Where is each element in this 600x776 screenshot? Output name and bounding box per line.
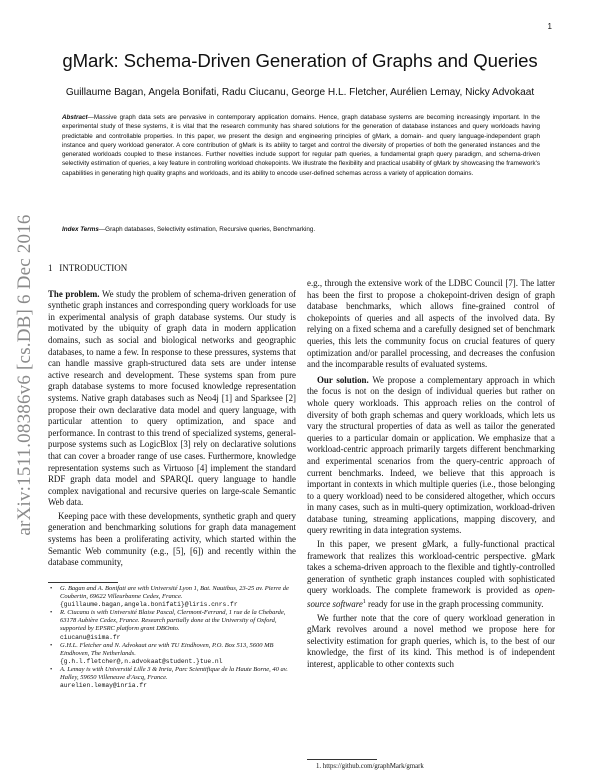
footnote-email: {g.h.l.fletcher@,n.advokaat@student.}tue.nl	[60, 657, 223, 665]
footnote-email: aurelien.lemay@inria.fr	[60, 682, 147, 690]
footnote-text: R. Ciucanu is with Université Blaise Pascal, Clermont-Ferrand, 1 rue de la Chebarde, 63178 Aubière Cedex, France. Research partially done at the University of Oxford, supported by EPSRC platform grant DBOnto.	[60, 609, 286, 633]
paragraph-gmark	[307, 539, 555, 611]
footnote-email: ciucanu@isima.fr	[60, 633, 121, 641]
abstract	[62, 113, 540, 178]
abstract-label: Abstract	[62, 114, 88, 121]
paragraph-problem-text: We study the problem of schema-driven generation of synthetic graph instances and corresponding query workloads for use in experimental analysis of graph database systems. Our study is motivated by the ubiquity of graph data in modern application domains, such as social and biological networks and geographic databases, to name a few. In response to these pressures, systems that can handle massive graph-structured data sets are under intense active research and development. These systems span from pure graph database systems to more focused knowledge representation systems. Native graph databases such as Neo4j [1] and Sparksee [2] propose their own declarative data model and query language, with particular attention to query optimization, and space and performance. In contrast to this trend of specialized systems, general-purpose systems such as LogicBlox [3] rely on declarative solutions that can cover a broader range of use cases. Furthermore, knowledge representation systems such as Virtuoso [4] implement the standard RDF graph data model and SPARQL query language to handle complex navigational and recursive queries on large-scale Semantic Web data.	[48, 288, 296, 508]
footnote-text: G. Bagan and A. Bonifati are with Université Lyon 1, Bat. Nautibus, 23-25 av. Pierre de Coubertin, 69622 Villeurbanne Cedex, France.	[60, 585, 289, 601]
open-source-text: open-source software	[307, 585, 555, 609]
index-terms-text: —Graph databases, Selectivity estimation, Recursive queries, Benchmarking.	[98, 226, 316, 233]
runin-solution: Our solution.	[317, 374, 369, 385]
footnote-github-link[interactable]: 1. https://github.com/graphMark/gmark	[316, 763, 424, 770]
runin-problem: The problem.	[48, 288, 100, 299]
section-heading	[48, 263, 296, 275]
footnote-item	[60, 666, 296, 690]
section-title-rest: NTRODUCTION	[62, 263, 128, 273]
right-column	[307, 278, 555, 671]
footnote-text: G.H.L. Fletcher and N. Advokaat are with TU Eindhoven, P.O. Box 513, 5600 MB Eindhoven, The Netherlands.	[60, 641, 274, 657]
footnote-rule	[48, 582, 118, 583]
arxiv-stamp-text: arXiv:1511.08386v6 [cs.DB] 6 Dec 2016	[14, 214, 35, 536]
section-number: 1	[48, 263, 53, 273]
footnote-email: {guillaume.bagan,angela.bonifati}@liris.cnrs.fr	[60, 601, 238, 609]
footnote-text: A. Lemay is with Université Lille 3 & Inria, Parc Scientifique de la Haute Borne, 40 av. Halley, 59650 Villeneuve d'Ascq, France.	[60, 665, 288, 682]
abstract-text: —Massive graph data sets are pervasive in contemporary application domains. Hence, graph database systems are becoming increasingly important. In the experimental study of these systems, it is vital that the research community has shared solutions for the generation of database instances and query workloads having predictable and controllable properties. In this paper, we present the design and engineering principles of gMark, a domain- and query language-independent graph instance and query workload generator. A core contribution of gMark is its ability to target and control the diversity of properties of both the generated instances and the generated workloads coupled to these instances. Further novelties include support for regular path queries, a fundamental graph query paradigm, and schema-driven selectivity estimation of queries, a key feature in controlling workload chokepoints. We illustrate the flexibility and practical usability of gMark by showcasing the framework's capabilities in generating high quality graphs and workloads, and its ability to encode user-defined schemas across a variety of application domains.	[62, 114, 540, 177]
section-title-first: I	[59, 263, 63, 273]
paragraph-problem	[48, 289, 296, 509]
paragraph-gmark-a: In this paper, we present gMark, a fully-functional practical framework that realizes this workload-centric perspective. gMark takes a schema-driven approach to the flexible and tightly-controlled generation of synthetic graph instances coupled with sophisticated query workloads. The complete framework is provided as	[307, 539, 555, 596]
paragraph-selectivity: We further note that the core of query workload generation in gMark revolves around a novel method we propose here for selectivity estimation for graph queries, which is, to the best of our knowledge, the first of its kind. This method is of independent interest, applicable to other contexts such	[307, 612, 555, 669]
index-terms-label: Index Terms	[62, 226, 99, 233]
author-list: Guillaume Bagan, Angela Bonifati, Radu Ciucanu, George H.L. Fletcher, Aurélien Lemay, Nicky Advokaat	[65, 87, 535, 98]
footnote-item	[60, 609, 296, 641]
paragraph-solution	[307, 375, 555, 537]
footnote-rule-right	[307, 759, 377, 760]
paragraph-keeping-pace: Keeping pace with these developments, synthetic graph and query generation and benchmarking solutions for graph data management systems has been a proliferating activity, which started within the Semantic Web community (e.g., [5], [6]) and recently within the database community,	[48, 510, 296, 568]
affiliation-footnotes	[48, 585, 296, 690]
footnote-marker: 1	[362, 599, 366, 606]
footnote-item	[60, 642, 296, 666]
paper-title: gMark: Schema-Driven Generation of Graphs and Queries	[62, 50, 538, 71]
left-column	[48, 263, 296, 569]
arxiv-stamp	[10, 195, 40, 555]
paragraph-solution-text: We propose a complementary approach in which the focus is not on the design of individual queries but rather on whole query workloads. This approach relies on the control of diversity of both graph schemas and query workloads, which lets us vary the structural properties of data as well as tailor the generated queries to a particular domain or application. We emphasize that a workload-centric approach primarily targets different benchmarking and experimental scenarios from the query-centric approach of current benchmarks. Indeed, we believe that this approach is important in contexts in which multiple queries (i.e., those belonging to a query workload) need to be considered altogether, which occurs in many cases, such as in multi-query optimization, workload-driven database tuning, streaming applications, mapping discovery, and query rewriting in data integration systems.	[307, 374, 555, 536]
index-terms	[62, 225, 540, 234]
page-number: 1	[547, 22, 552, 31]
footnote-item	[60, 585, 296, 609]
paragraph-ldbc: e.g., through the extensive work of the LDBC Council [7]. The latter has been the first to propose a chokepoint-driven design of graph database benchmarks, which allows fine-grained control of chokepoints of queries and all aspects of the involved data. By relying on a fixed schema and a carefully designed set of benchmark queries, this lets the community focus on crucial features of query optimization and/or parallel processing, and decreases the confusion and the incomparable results of evaluated systems.	[307, 278, 555, 370]
paragraph-gmark-b: ready for use in the graph processing community.	[365, 599, 544, 609]
